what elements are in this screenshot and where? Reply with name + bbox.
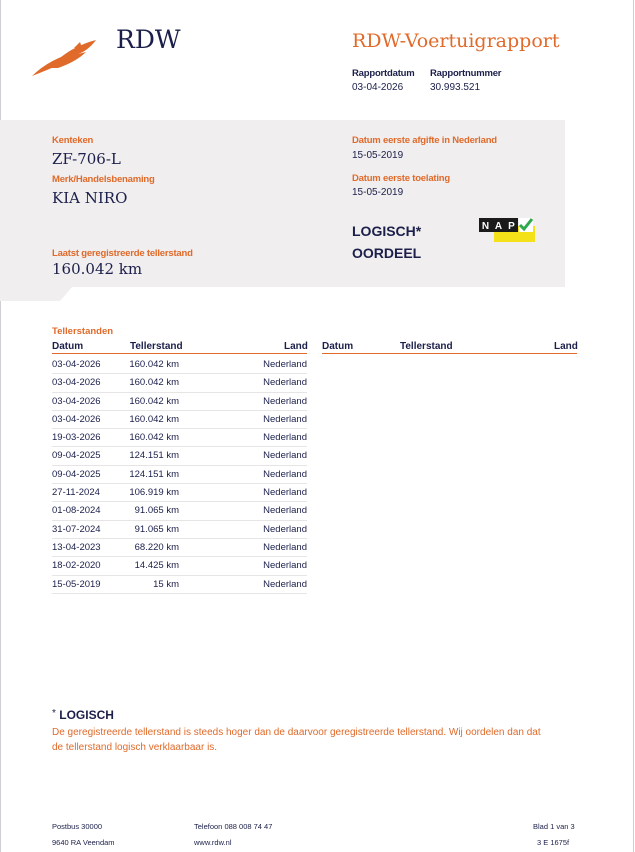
first-admission-value: 15-05-2019 xyxy=(352,187,404,198)
row-date: 15-05-2019 xyxy=(52,578,101,590)
row-land: Nederland xyxy=(263,413,307,425)
footer-address: 9640 RA Veendam xyxy=(52,838,115,847)
logisch-title-text: LOGISCH xyxy=(59,708,114,722)
row-date: 18-02-2020 xyxy=(52,560,101,572)
table-row xyxy=(52,521,307,539)
header-rule-right xyxy=(322,353,577,354)
first-admission-label: Datum eerste toelating xyxy=(352,173,451,184)
col-header-land-2: Land xyxy=(554,341,578,352)
row-km: 68.220 km xyxy=(134,541,179,553)
footer-page-number: Blad 1 van 3 xyxy=(533,822,575,831)
table-row xyxy=(52,374,307,392)
asterisk: * xyxy=(52,708,56,719)
verdict-line-2: OORDEEL xyxy=(352,245,422,261)
row-land: Nederland xyxy=(263,377,307,389)
nap-keurmerk-icon xyxy=(479,218,535,242)
row-date: 09-04-2025 xyxy=(52,450,101,462)
table-row xyxy=(52,447,307,465)
table-row xyxy=(52,356,307,374)
table-row xyxy=(52,576,307,594)
row-date: 19-03-2026 xyxy=(52,432,101,444)
table-row xyxy=(52,411,307,429)
report-number: 30.993.521 xyxy=(430,82,481,93)
row-km: 160.042 km xyxy=(129,432,179,444)
col-header-km: Tellerstand xyxy=(130,341,183,352)
row-land: Nederland xyxy=(263,432,307,444)
row-date: 03-04-2026 xyxy=(52,377,101,389)
readings-section-title: Tellerstanden xyxy=(52,326,114,337)
header-rule-left xyxy=(52,353,307,354)
plate-value: ZF-706-L xyxy=(52,150,121,168)
logisch-note-text: De geregistreerde tellerstand is steeds hoger dan de daarvoor geregistreerde tellerstand. Wij oordelen dan dat de tellerstand logisch verklaarbaar is. xyxy=(52,727,541,753)
make-value: KIA NIRO xyxy=(52,189,128,207)
page-border-right xyxy=(633,0,634,852)
footer-postbus: Postbus 30000 xyxy=(52,822,103,831)
footer-phone: Telefoon 088 008 74 47 xyxy=(194,822,273,831)
report-date-label: Rapportdatum xyxy=(352,68,415,79)
row-km: 160.042 km xyxy=(129,395,179,407)
row-km: 106.919 km xyxy=(129,487,179,499)
nap-letter-p: P xyxy=(508,221,515,232)
verdict-line-1: LOGISCH* xyxy=(352,223,422,239)
nap-letter-n: N xyxy=(481,221,490,232)
row-date: 13-04-2023 xyxy=(52,541,101,553)
first-issue-label: Datum eerste afgifte in Nederland xyxy=(352,135,497,146)
table-row xyxy=(52,466,307,484)
col-header-date: Datum xyxy=(52,341,84,352)
row-land: Nederland xyxy=(263,560,307,572)
report-title: RDW-Voertuigrapport xyxy=(352,30,560,52)
row-date: 01-08-2024 xyxy=(52,505,101,517)
row-land: Nederland xyxy=(263,505,307,517)
row-land: Nederland xyxy=(263,541,307,553)
row-date: 03-04-2026 xyxy=(52,359,101,370)
odometer-value: 160.042 km xyxy=(52,260,143,278)
brand-name: RDW xyxy=(116,25,181,54)
table-row xyxy=(52,429,307,447)
row-land: Nederland xyxy=(263,523,307,535)
row-date: 27-11-2024 xyxy=(52,487,100,499)
readings-table xyxy=(52,356,307,594)
row-land: Nederland xyxy=(263,487,307,499)
make-label: Merk/Handelsbenaming xyxy=(52,174,155,185)
row-date: 03-04-2026 xyxy=(52,395,101,407)
report-date: 03-04-2026 xyxy=(352,82,404,93)
row-date: 09-04-2025 xyxy=(52,468,101,480)
table-row xyxy=(52,393,307,411)
row-date: 31-07-2024 xyxy=(52,523,101,535)
row-km: 160.042 km xyxy=(129,413,179,425)
rdw-logo-icon xyxy=(30,38,102,78)
row-date: 03-04-2026 xyxy=(52,413,101,425)
row-km: 91.065 km xyxy=(134,505,179,517)
plate-label: Kenteken xyxy=(52,135,94,146)
odometer-label: Laatst geregistreerde tellerstand xyxy=(52,248,193,259)
row-land: Nederland xyxy=(263,578,307,590)
table-row xyxy=(52,502,307,520)
row-km: 124.151 km xyxy=(129,468,179,480)
table-row xyxy=(52,484,307,502)
row-km: 91.065 km xyxy=(134,523,179,535)
row-land: Nederland xyxy=(263,468,307,480)
row-land: Nederland xyxy=(263,450,307,462)
col-header-date-2: Datum xyxy=(322,341,354,352)
footer-website[interactable]: www.rdw.nl xyxy=(194,838,232,847)
col-header-land: Land xyxy=(284,341,308,352)
logisch-note-title xyxy=(52,708,114,722)
panel-notch xyxy=(0,287,72,301)
row-km: 124.151 km xyxy=(129,450,179,462)
table-row xyxy=(52,557,307,575)
first-issue-value: 15-05-2019 xyxy=(352,150,404,161)
row-km: 14.425 km xyxy=(134,560,179,572)
table-row xyxy=(52,539,307,557)
row-km: 160.042 km xyxy=(129,359,179,370)
row-land: Nederland xyxy=(263,395,307,407)
footer-code: 3 E 1675f xyxy=(537,838,570,847)
row-km: 15 km xyxy=(153,578,179,590)
col-header-km-2: Tellerstand xyxy=(400,341,453,352)
row-land: Nederland xyxy=(263,359,307,370)
nap-letter-a: A xyxy=(494,221,503,232)
row-km: 160.042 km xyxy=(129,377,179,389)
report-number-label: Rapportnummer xyxy=(430,68,502,79)
